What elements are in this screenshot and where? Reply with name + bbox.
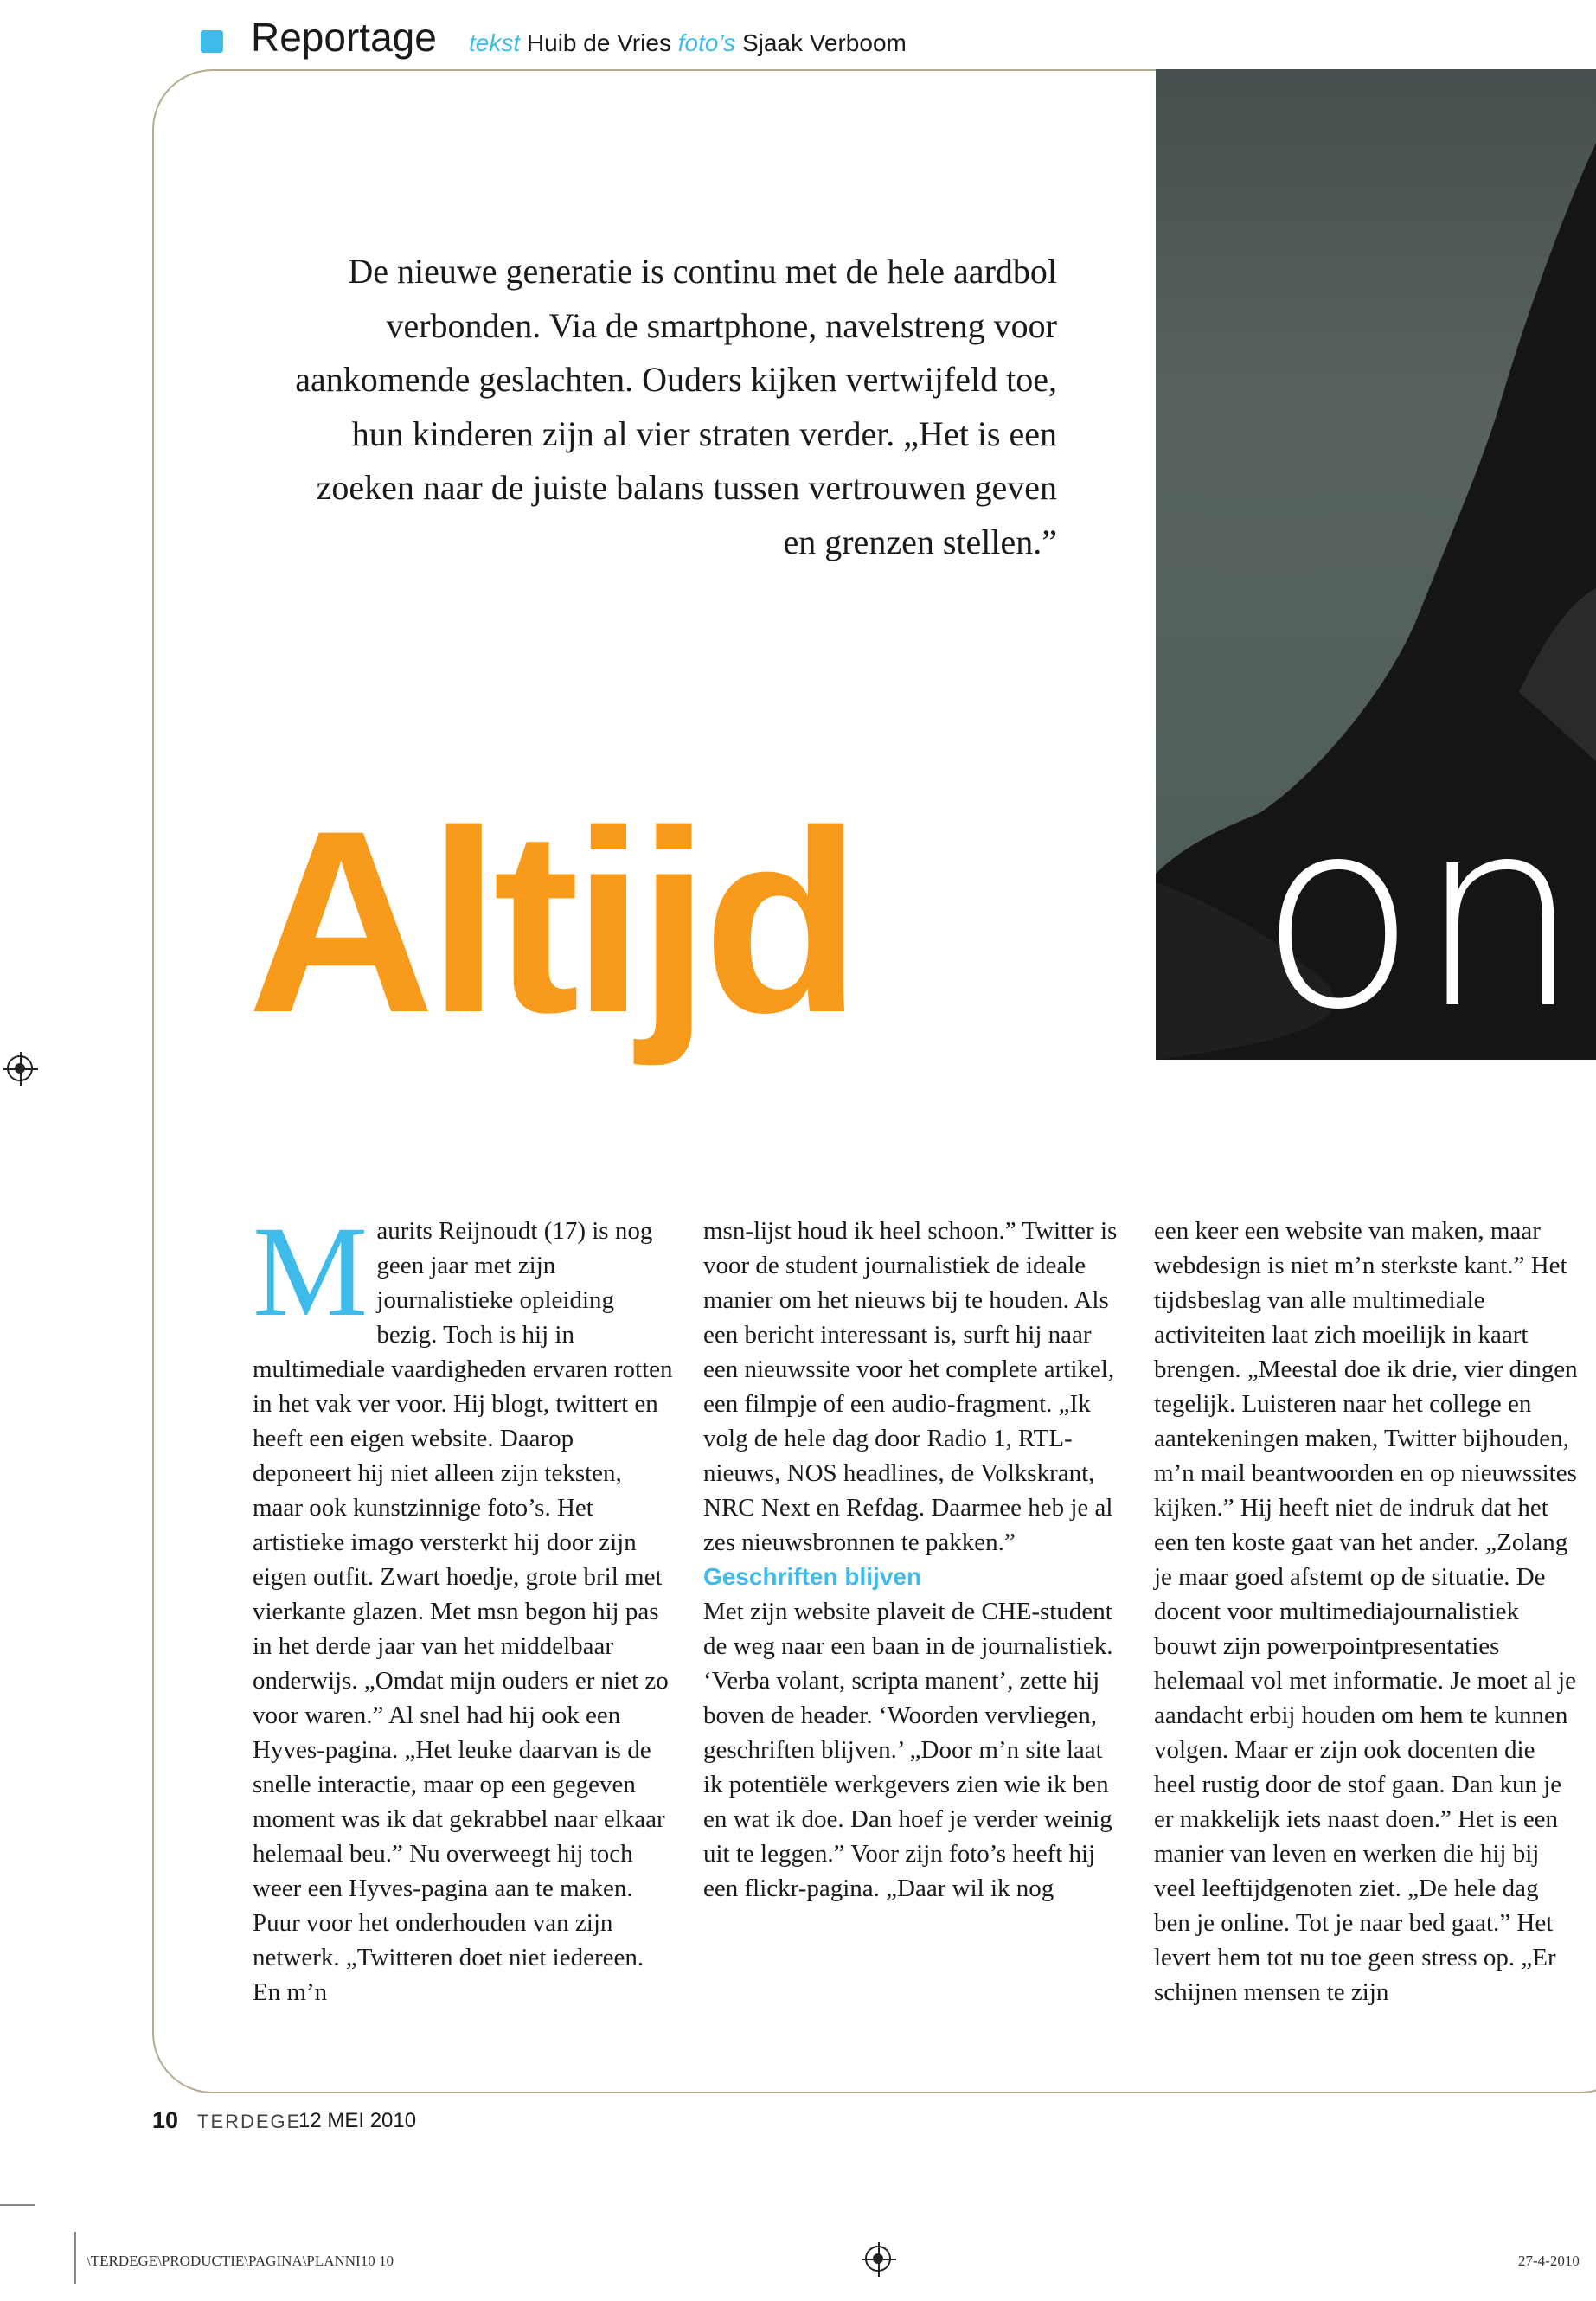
intro-lead: De nieuwe generatie is continu met de hele aardbol verbonden. Via de smartphone, navelstreng voor aankomende geslachten. Ouders kijken vertwijfeld toe, hun kinderen zijn al vier straten verder. „Het is een zoeken naar de juiste balans tussen vertrouwen geven en grenzen stellen.” xyxy=(295,252,1057,561)
photo-credit-label: foto’s xyxy=(677,29,736,56)
drop-cap: M xyxy=(253,1200,369,1343)
column-2-text: msn-lijst houd ik heel schoon.” Twitter is voor de student journalistiek de ideale manier om het nieuws bij te houden. Als een bericht interessant is, surft hij naar een nieuwssite voor het complete artikel, een filmpje of een audio-fragment. „Ik volg de hele dag door Radio 1, RTL-nieuws, NOS headlines, de Volkskrant, NRC Next en Refdag. Daarmee heb je al zes nieuwsbronnen te pakken.” xyxy=(703,1217,1118,1556)
registration-mark-icon xyxy=(7,1055,33,1081)
article-column-2 xyxy=(703,1214,1127,1906)
section-title: Reportage xyxy=(251,15,437,60)
print-slug-date: 27-4-2010 xyxy=(1518,2253,1580,2269)
issue-date: 12 MEI 2010 xyxy=(298,2109,417,2132)
registration-mark-icon xyxy=(865,2246,891,2272)
column-1-text: aurits Reijnoudt (17) is nog geen jaar met zijn journalistieke opleiding bezig. Toch is hij in multimediale vaardigheden ervaren rotten in het vak ver voor. Hij blogt, twittert en heeft een eigen website. Daarop deponeert hij niet alleen zijn teksten, maar ook kunstzinnige foto’s. Het artistieke imago versterkt hij door zijn eigen outfit. Zwart hoedje, grote bril met vierkante glazen. Met msn begon hij pas in het derde jaar van het middelbaar onderwijs. „Omdat mijn ouders er niet zo voor waren.” Al snel had hij ook een Hyves-pagina. „Het leuke daarvan is de snelle interactie, maar op een gegeven moment was ik dat gekrabbel naar elkaar helemaal beu.” Nu overweegt hij toch weer een Hyves-pagina aan te maken. Puur voor het onderhouden van zijn netwerk. „Twitteren doet niet iedereen. En m’n xyxy=(253,1217,673,2006)
column-3-text: een keer een website van maken, maar webdesign is niet m’n sterkste kant.” Het tijdsbeslag van alle multimediale activiteiten laat zich moeilijk in kaart brengen. „Meestal doe ik drie, vier dingen tegelijk. Luisteren naar het college en aantekeningen maken, Twitter bijhouden, m’n mail beantwoorden en op nieuwssites kijken.” Hij heeft niet de indruk dat het een ten koste gaat van het ander. „Zolang je maar goed afstemt op de situatie. De docent voor multimediajournalistiek bouwt zijn powerpointpresentaties helemaal vol met informatie. Je moet al je aandacht erbij houden om hem te kunnen volgen. Maar er zijn ook docenten die heel rustig door de stof gaan. Dan kun je er makkelijk iets naast doen.” Het is een manier van leven en werken die hij bij veel leeftijdgenoten ziet. „De hele dag ben je online. Tot je naar bed gaat.” Het levert hem tot nu toe geen stress op. „Er schijnen mensen te zijn xyxy=(1154,1217,1578,2006)
crop-mark xyxy=(0,2204,35,2206)
byline xyxy=(469,29,907,57)
subheading: Geschriften blijven xyxy=(703,1563,922,1590)
column-2-text-continued: Met zijn website plaveit de CHE-student de weg naar een baan in de journalistiek. ‘Verba volant, scripta manent’, zette hij boven de header. ‘Woorden vervliegen, geschriften blijven.’ „Door m’n site laat ik potentiële werkgevers zien wie ik ben en wat ik doe. Dan hoef je verder weinig uit te leggen.” Voor zijn foto’s heeft hij een flickr-pagina. „Daar wil ik nog xyxy=(703,1598,1113,1902)
section-marker-square xyxy=(201,30,223,53)
article-column-3 xyxy=(1154,1214,1578,2009)
article-column-1 xyxy=(253,1200,676,2009)
headline-word: Altijd xyxy=(247,776,855,1067)
text-credit-label: tekst xyxy=(469,29,521,56)
crop-mark xyxy=(74,2232,76,2284)
author-name: Huib de Vries xyxy=(526,29,671,56)
page-number: 10 xyxy=(152,2107,179,2133)
print-slug-path: \TERDEGE\PRODUCTIE\PAGINA\PLANNI10 10 xyxy=(87,2253,394,2269)
headline-continuation: on xyxy=(1259,764,1582,1066)
publication-name: TERDEGE xyxy=(197,2111,302,2132)
photographer-name: Sjaak Verboom xyxy=(741,29,907,56)
